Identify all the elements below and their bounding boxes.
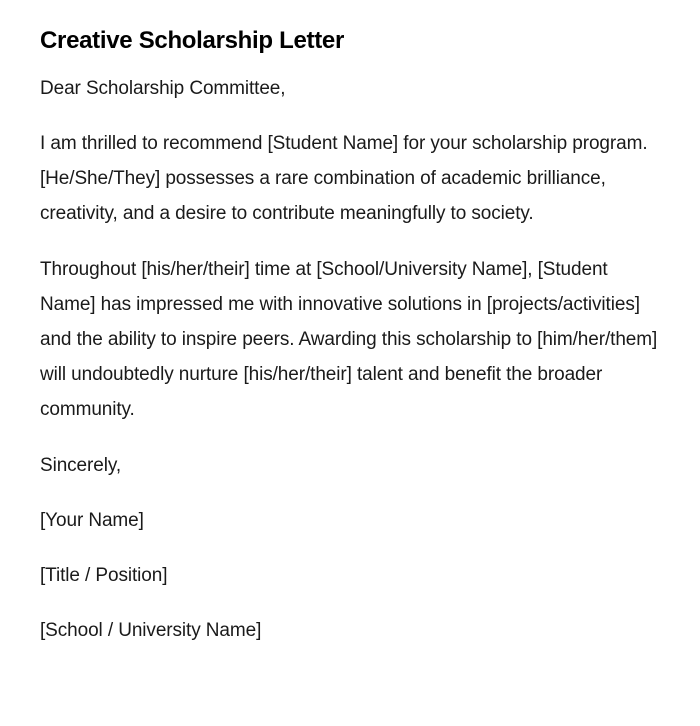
letter-closing: Sincerely,: [40, 455, 122, 476]
letter-greeting: Dear Scholarship Committee,: [40, 78, 286, 99]
letter-paragraph-1: I am thrilled to recommend [Student Name] for your scholarship program. [He/She/They] possesses a rare combination of academic brilliance, creativity, and a desire to contribute meaningfully to society.: [40, 133, 648, 224]
signature-title: [Title / Position]: [40, 565, 168, 586]
letter-paragraph-2: Throughout [his/her/their] time at [School/University Name], [Student Name] has impressed me with innovative solutions in [projects/activities] and the ability to inspire peers. Awarding this scholarship to [him/her/them] will undoubtedly nurture [his/her/their] talent and benefit the broader community.: [40, 259, 658, 420]
signature-school: [School / University Name]: [40, 620, 262, 641]
letter-title: Creative Scholarship Letter: [40, 27, 345, 54]
signature-name: [Your Name]: [40, 510, 144, 531]
